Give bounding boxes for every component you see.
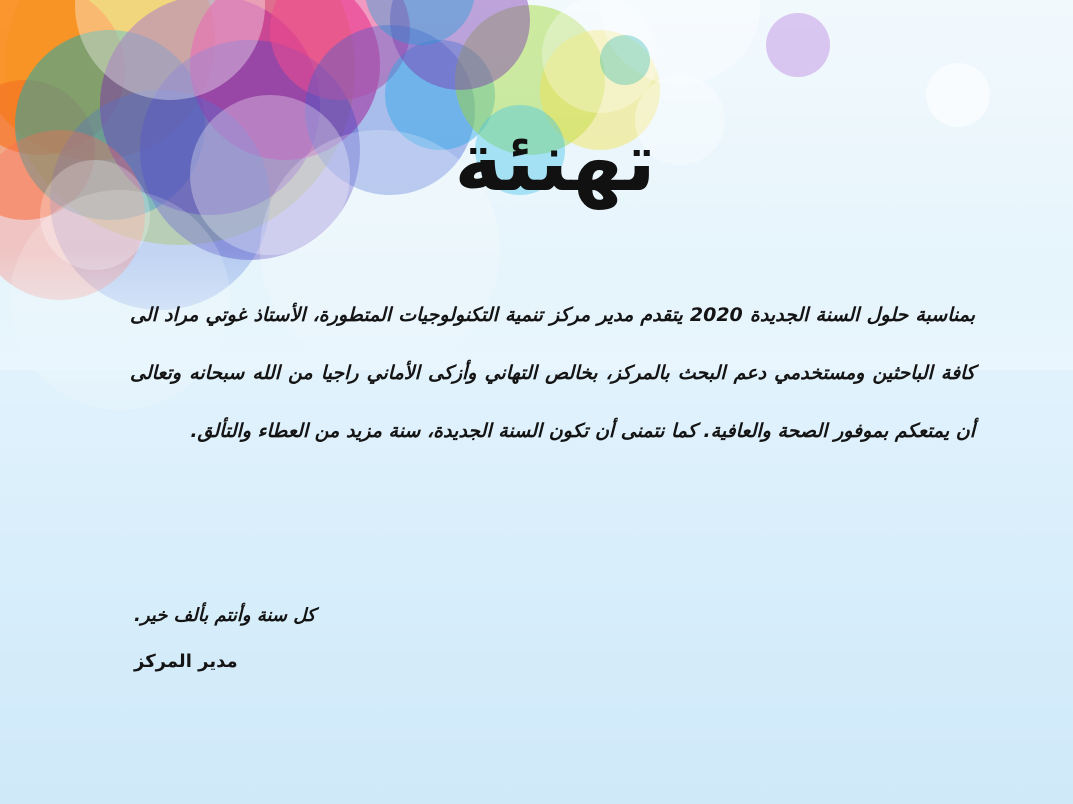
closing-line: كل سنة وأنتم بألف خير. — [134, 605, 316, 626]
card-title: تهنئة — [454, 115, 656, 210]
greeting-message: بمناسبة حلول السنة الجديدة 2020 يتقدم مدير مركز تنمية التكنولوجيات المتطورة، الأستاذ غوتي مراد الى كافة الباحثين ومستخدمي دعم البحث بالمركز، بخالص التهاني وأزكى الأماني راجيا من الله سبحانه وتعالى أن يمتعكم بموفور الصحة والعافية. كما نتمنى أن تكون السنة الجديدة، سنة مزيد من العطاء والتألق. — [130, 304, 975, 442]
signature: مدير المركز — [134, 651, 238, 672]
